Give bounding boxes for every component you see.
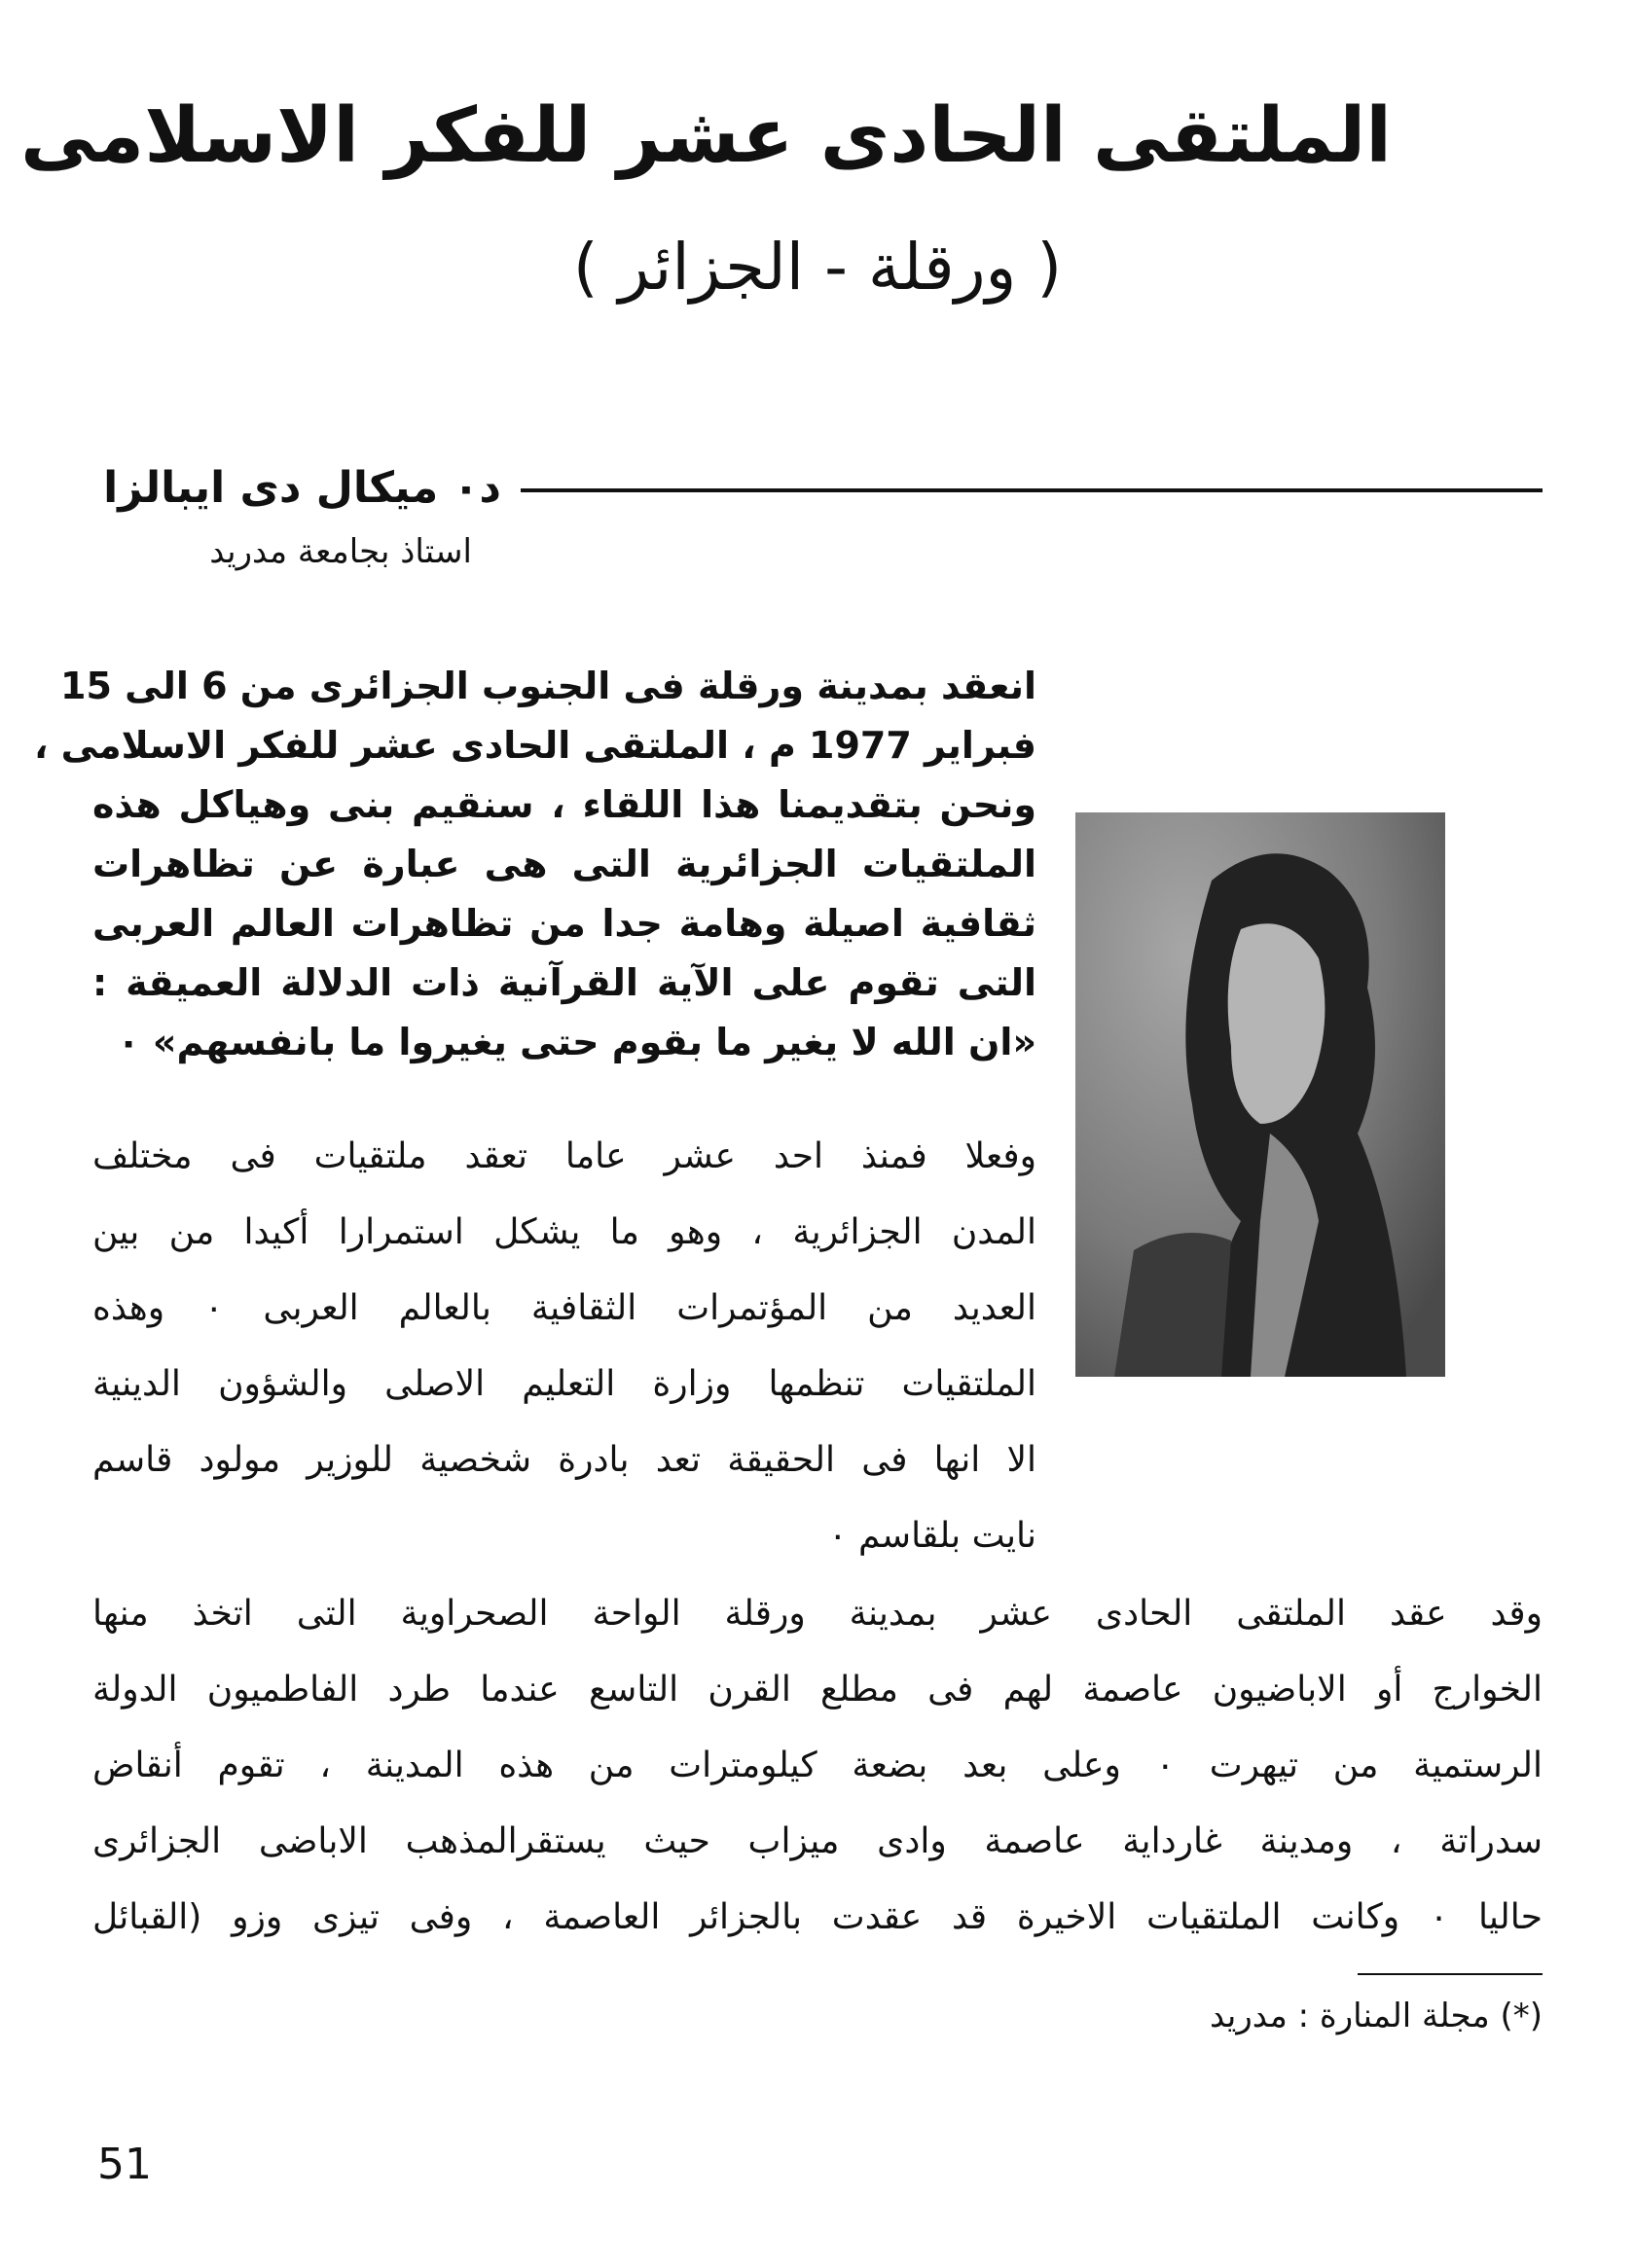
body-line: الرستمية من تيهرت ٠ وعلى بعد بضعة كيلومترات من هذه المدينة ، تقوم أنقاض (92, 1746, 1543, 1785)
page-number: 51 (97, 2140, 152, 2189)
portrait-image (1075, 812, 1445, 1377)
intro-line: انعقد بمدينة ورقلة فى الجنوب الجزائرى من 6 الى 15 (60, 665, 1036, 707)
author-portrait-photo (1075, 812, 1445, 1377)
article-subtitle: ( ورقلة - الجزائر ) (572, 230, 1063, 305)
body-line: المدن الجزائرية ، وهو ما يشكل استمرارا أكيدا من بين (92, 1212, 1036, 1252)
intro-line: فبراير 1977 م ، الملتقى الحادى عشر للفكر الاسلامى ، (33, 724, 1036, 767)
author-divider (521, 488, 1543, 492)
body-line: حاليا ٠ وكانت الملتقيات الاخيرة قد عقدت بالجزائر العاصمة ، وفى تيزى وزو (القبائل (92, 1897, 1543, 1937)
author-name: د٠ ميكال دى ايبالزا (103, 463, 501, 513)
intro-line: الملتقيات الجزائرية التى هى عبارة عن تظاهرات (92, 843, 1036, 885)
body-paragraph-3 (92, 1576, 1543, 1956)
body-paragraph-2 (92, 1119, 1036, 1574)
footnote-divider (1358, 1973, 1543, 1975)
body-line: نايت بلقاسم ٠ (828, 1516, 1036, 1556)
article-title (20, 83, 1392, 195)
intro-line: «ان الله لا يغير ما بقوم حتى يغيروا ما بانفسهم» ٠ (117, 1021, 1036, 1063)
author-affiliation: استاذ بجامعة مدريد (209, 532, 472, 571)
body-line: سدراتة ، ومدينة غارداية عاصمة وادى ميزاب حيث يستقرالمذهب الاباضى الجزائرى (92, 1821, 1543, 1861)
title-text: الملتقى الحادى عشر للفكر الاسلامى (20, 92, 1392, 180)
body-line: العديد من المؤتمرات الثقافية بالعالم العربى ٠ وهذه (92, 1288, 1036, 1328)
intro-line: التى تقوم على الآية القرآنية ذات الدلالة العميقة : (92, 961, 1036, 1004)
body-line: الملتقيات تنظمها وزارة التعليم الاصلى والشؤون الدينية (92, 1364, 1036, 1404)
body-line: وفعلا فمنذ احد عشر عاما تعقد ملتقيات فى مختلف (92, 1136, 1036, 1176)
intro-line: ونحن بتقديمنا هذا اللقاء ، سنقيم بنى وهياكل هذه (92, 783, 1036, 826)
body-line: وقد عقد الملتقى الحادى عشر بمدينة ورقلة الواحة الصحراوية التى اتخذ منها (92, 1594, 1543, 1634)
intro-paragraph (33, 657, 1036, 1072)
body-line: الا انها فى الحقيقة تعد بادرة شخصية للوزير مولود قاسم (92, 1440, 1036, 1480)
intro-line: ثقافية اصيلة وهامة جدا من تظاهرات العالم العربى (92, 902, 1036, 945)
footnote: (*) مجلة المنارة : مدريد (1210, 1997, 1543, 2035)
body-line: الخوارج أو الاباضيون عاصمة لهم فى مطلع القرن التاسع عندما طرد الفاطميون الدولة (92, 1670, 1543, 1710)
